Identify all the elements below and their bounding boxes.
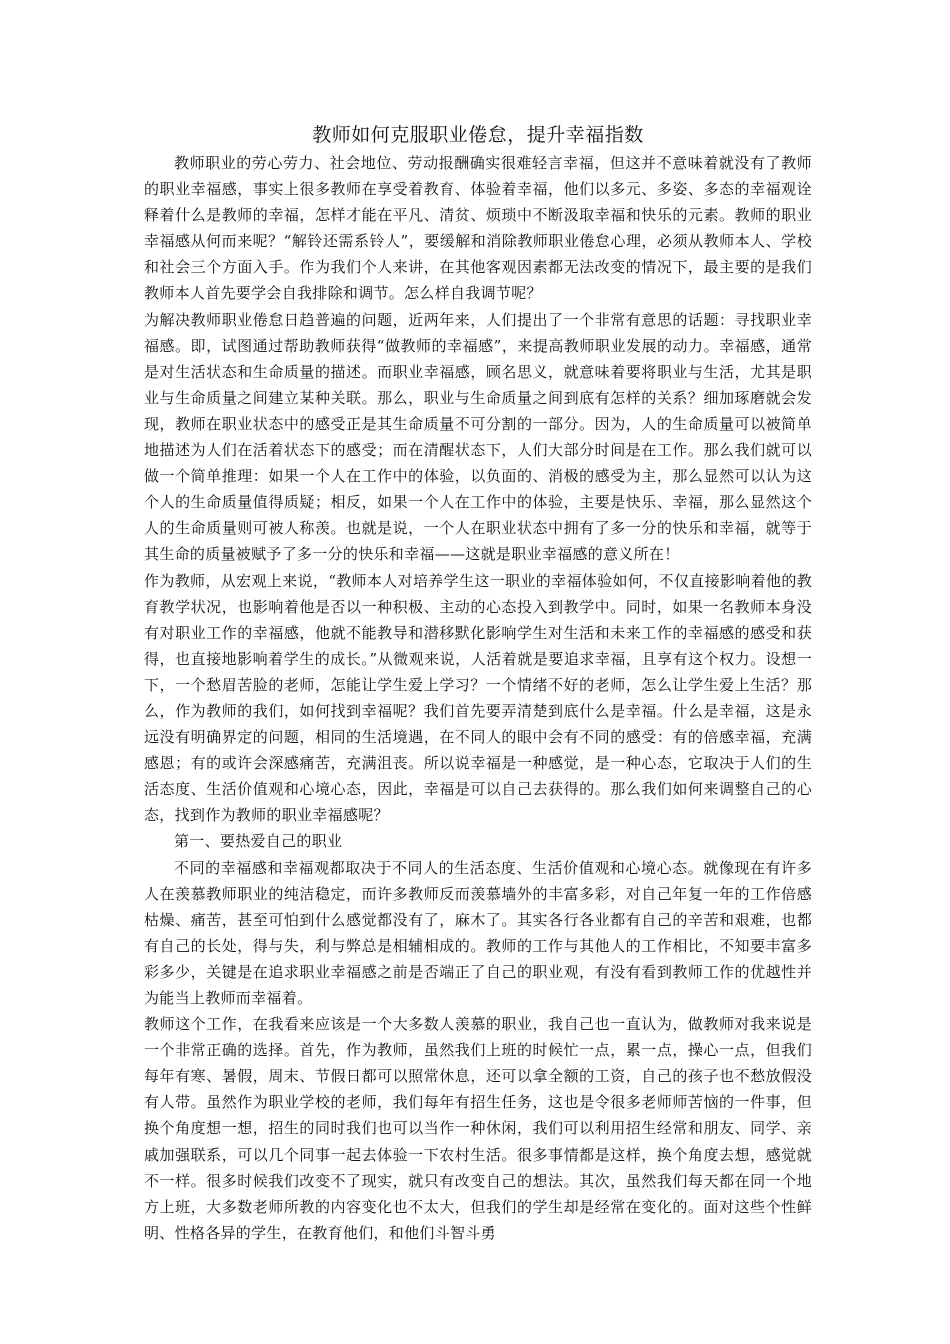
section-heading-love-career: 第一、要热爱自己的职业 — [174, 832, 343, 851]
paragraph-intro: 教师职业的劳心劳力、社会地位、劳动报酬确实很难轻言幸福，但这并不意味着就没有了教师的职业幸福感，事实上很多教师在享受着教育、体验着幸福，他们以多元、多姿、多态的幸福观诠释着什么是教师的幸福，怎样才能在平凡、清贫、烦琐中不断汲取幸福和快乐的元素。教师的职业幸福感从何而来呢？“解铃还需系铃人”，要缓解和消除教师职业倦怠心理，必须从教师本人、学校和社会三个方面入手。作为我们个人来讲，在其他客观因素都无法改变的情况下，最主要的是我们教师本人首先要学会自我排除和调节。怎么样自我调节呢？ — [144, 154, 812, 303]
paragraph-teacher-work: 教师这个工作，在我看来应该是一个大多数人羡慕的职业，我自己也一直认为，做教师对我来说是一个非常正确的选择。首先，作为教师，虽然我们上班的时候忙一点，累一点，操心一点，但我们每年有寒、暑假，周末、节假日都可以照常休息，还可以拿全额的工资，自己的孩子也不愁放假没有人带。虽然作为职业学校的老师，我们每年有招生任务，这也是令很多老师师苦恼的一件事，但换个角度想一想，招生的同时我们也可以当作一种休闲，我们可以利用招生经常和朋友、同学、亲戚加强联系，可以几个同事一起去体验一下农村生活。很多事情都是这样，换个角度去想，感觉就不一样。很多时候我们改变不了现实，就只有改变自己的想法。其次，虽然我们每天都在同一个地方上班，大多数老师所教的内容变化也不太大，但我们的学生却是经常在变化的。面对这些个性鲜明、性格各异的学生，在教育他们，和他们斗智斗勇 — [144, 1015, 812, 1242]
paragraph-career-happiness: 为解决教师职业倦怠日趋普遍的问题，近两年来，人们提出了一个非常有意思的话题：寻找职业幸福感。即，试图通过帮助教师获得“做教师的幸福感”，来提高教师职业发展的动力。幸福感，通常是对生活状态和生命质量的描述。而职业幸福感，顾名思义，就意味着要将职业与生活，尤其是职业与生命质量之间建立某种关联。那么，职业与生命质量之间到底有怎样的关系？细加琢磨就会发现，教师在职业状态中的感受正是其生命质量不可分割的一部分。因为，人的生命质量可以被简单地描述为人们在活着状态下的感受；而在清醒状态下，人们大部分时间是在工作。那么我们就可以做一个简单推理：如果一个人在工作中的体验，以负面的、消极的感受为主，那么显然可以认为这个人的生命质量值得质疑；相反，如果一个人在工作中的体验，主要是快乐、幸福，那么显然这个人的生命质量则可被人称羡。也就是说，一个人在职业状态中拥有了多一分的快乐和幸福，就等于其生命的质量被赋予了多一分的快乐和幸福——这就是职业幸福感的意义所在！ — [144, 310, 812, 564]
document-title: 教师如何克服职业倦怠，提升幸福指数 — [312, 124, 644, 146]
paragraph-teacher-view: 作为教师，从宏观上来说，“教师本人对培养学生这一职业的幸福体验如何，不仅直接影响着他的教育教学状况，也影响着他是否以一种积极、主动的心态投入到教学中。同时，如果一名教师本身没有对职业工作的幸福感，他就不能教导和潜移默化影响学生对生活和未来工作的幸福感的感受和获得，也直接地影响着学生的成长。”从微观来说，人活着就是要追求幸福，且享有这个权力。设想一下，一个愁眉苦脸的老师，怎能让学生爱上学习？一个情绪不好的老师，怎么让学生爱上生活？那么，作为教师的我们，如何找到幸福呢？我们首先要弄清楚到底什么是幸福。什么是幸福，这是永远没有明确界定的问题，相同的生活境遇，在不同人的眼中会有不同的感受：有的倍感幸福，充满感恩；有的或许会深感痛苦，充满沮丧。所以说幸福是一种感觉，是一种心态，它取决于人们的生活态度、生活价值观和心境心态，因此，幸福是可以自己去获得的。那么我们如何来调整自己的心态，找到作为教师的职业幸福感呢？ — [144, 571, 812, 825]
document-body — [144, 120, 812, 1246]
paragraph-happiness-views: 不同的幸福感和幸福观都取决于不同人的生活态度、生活价值观和心境心态。就像现在有许多人在羡慕教师职业的纯洁稳定，而许多教师反而羡慕墙外的丰富多彩，对自己年复一年的工作倍感枯燥、痛苦，甚至可怕到什么感觉都没有了，麻木了。其实各行各业都有自己的辛苦和艰难，也都有自己的长处，得与失，利与弊总是相辅相成的。教师的工作与其他人的工作相比，不知要丰富多彩多少，关键是在追求职业幸福感之前是否端正了自己的职业观，有没有看到教师工作的优越性并为能当上教师而幸福着。 — [144, 858, 812, 1007]
